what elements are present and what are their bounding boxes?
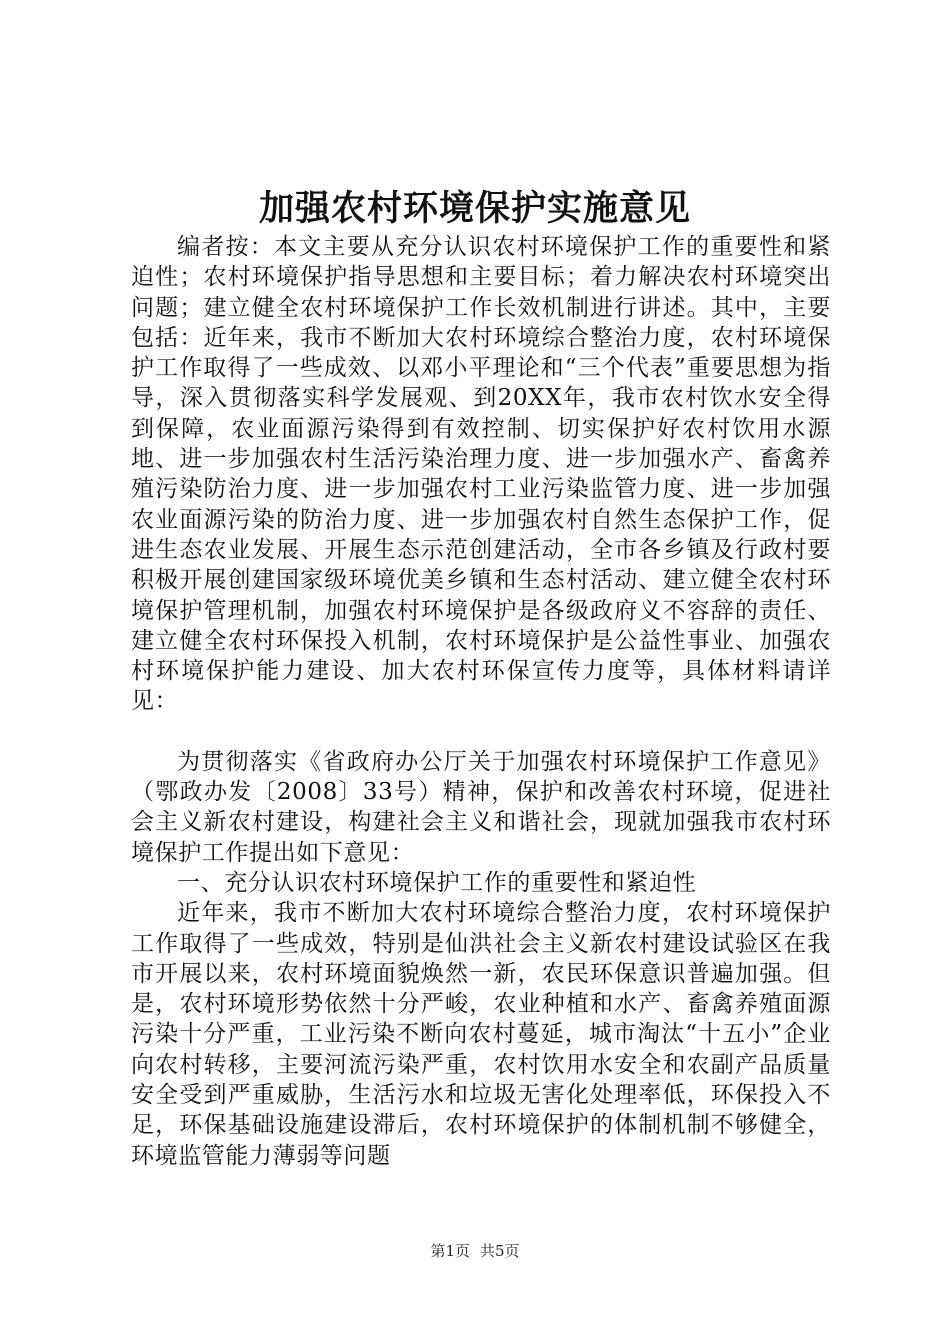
page-total: 共5页: [480, 1242, 520, 1260]
document-body: [131, 232, 831, 1171]
section-heading: 一、充分认识农村环境保护工作的重要性和紧迫性: [177, 869, 697, 896]
intro-paragraph: 为贯彻落实《省政府办公厅关于加强农村环境保护工作意见》（鄂政办发〔2008〕33号）精神，保护和改善农村环境，促进社会主义新农村建设，构建社会主义和谐社会，现就加强我市农村环境保护工作提出如下意见：: [131, 748, 831, 866]
document-title: 加强农村环境保护实施意见: [258, 188, 691, 229]
page-number: 第1页: [430, 1242, 470, 1260]
page-footer: [0, 1241, 950, 1261]
editor-note-paragraph: 编者按：本文主要从充分认识农村环境保护工作的重要性和紧迫性；农村环境保护指导思想和主要目标；着力解决农村环境突出问题；建立健全农村环境保护工作长效机制进行讲述。其中，主要包括：近年来，我市不断加大农村环境综合整治力度，农村环境保护工作取得了一些成效、以邓小平理论和“三个代表”重要思想为指导，深入贯彻落实科学发展观、到20XX年，我市农村饮水安全得到保障，农业面源污染得到有效控制、切实保护好农村饮用水源地、进一步加强农村生活污染治理力度、进一步加强水产、畜禽养殖污染防治力度、进一步加强农村工业污染监管力度、进一步加强农业面源污染的防治力度、进一步加强农村自然生态保护工作，促进生态农业发展、开展生态示范创建活动，全市各乡镇及行政村要积极开展创建国家级环境优美乡镇和生态村活动、建立健全农村环境保护管理机制，加强农村环境保护是各级政府义不容辞的责任、建立健全农村环保投入机制，农村环境保护是公益性事业、加强农村环境保护能力建设、加大农村环保宣传力度等，具体材料请详见：: [131, 234, 831, 715]
body-paragraph: 近年来，我市不断加大农村环境综合整治力度，农村环境保护工作取得了一些成效，特别是仙洪社会主义新农村建设试验区在我市开展以来，农村环境面貌焕然一新，农民环保意识普遍加强。但是，农村环境形势依然十分严峻，农业种植和水产、畜禽养殖面源污染十分严重，工业污染不断向农村蔓延，城市淘汰“十五小”企业向农村转移，主要河流污染严重，农村饮用水安全和农副产品质量安全受到严重威胁，生活污水和垃圾无害化处理率低，环保投入不足，环保基础设施建设滞后，农村环境保护的体制机制不够健全，环境监管能力薄弱等问题: [131, 900, 831, 1169]
